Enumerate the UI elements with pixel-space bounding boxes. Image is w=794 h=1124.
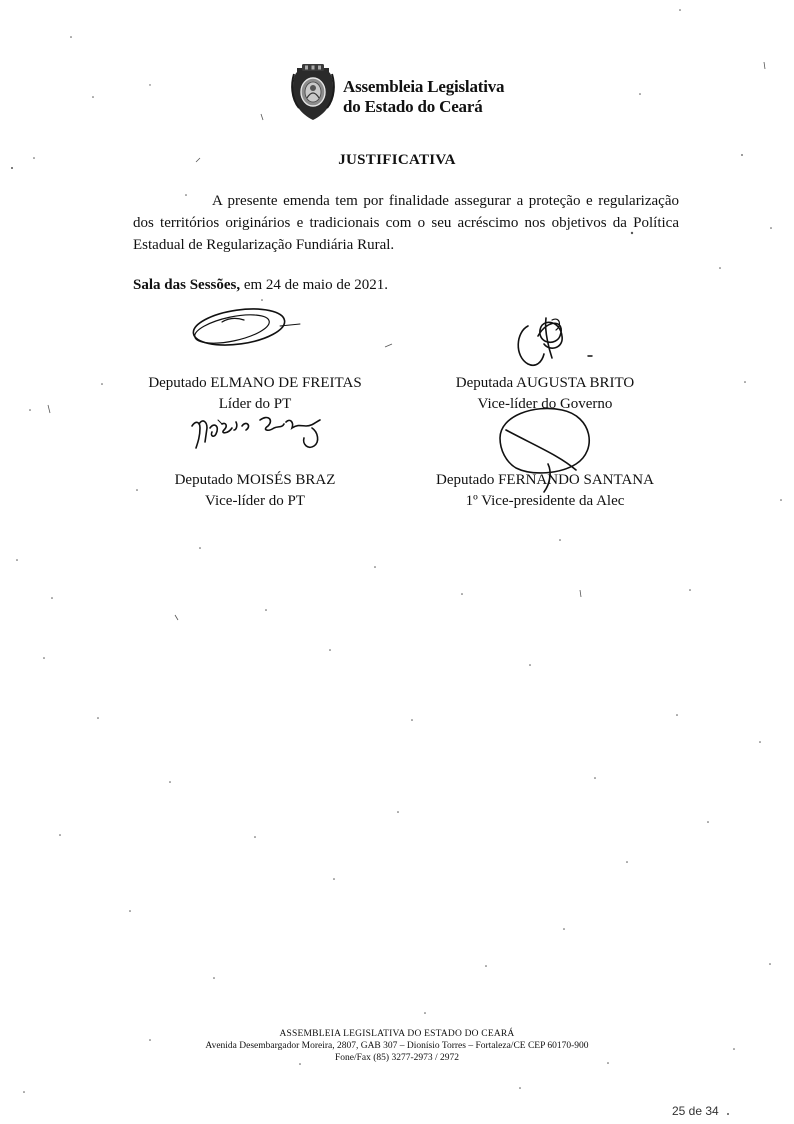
signatory-role: 1º Vice-presidente da Alec: [465, 493, 625, 509]
signatory-block-4: [410, 470, 680, 512]
session-date-text: em 24 de maio de 2021.: [240, 277, 388, 293]
signatory-role: Vice-líder do PT: [205, 493, 305, 509]
footer-institution: ASSEMBLEIA LEGISLATIVA DO ESTADO DO CEARÁ: [279, 1029, 515, 1039]
signatory-name: Deputado MOISÉS BRAZ: [174, 472, 336, 488]
institution-header: [288, 60, 588, 130]
coat-of-arms-icon: [288, 60, 338, 124]
session-date-line: [133, 277, 388, 294]
justification-paragraph: [133, 190, 679, 256]
signatory-block-1: [120, 373, 390, 415]
justification-text: A presente emenda tem por finalidade assegurar a proteção e regularização dos territórios originários e tradicionais com o seu acréscimo nos objetivos da Política Estadual de Regularização Fundiária Rural.: [133, 193, 679, 253]
signatory-block-3: [120, 470, 390, 512]
signatory-name: Deputada AUGUSTA BRITO: [455, 375, 635, 391]
footer-address: Avenida Desembargador Moreira, 2807, GAB 307 – Dionísio Torres – Fortaleza/CE CEP 60170-900: [205, 1041, 589, 1051]
signatory-name: Deputado FERNANDO SANTANA: [436, 472, 654, 488]
signatory-role: Líder do PT: [218, 396, 292, 412]
page-footer: [0, 1028, 794, 1064]
institution-name-line1: Assembleia Legislativa: [343, 77, 505, 96]
institution-name-line2: do Estado do Ceará: [343, 97, 483, 116]
page-number: 25 de 34: [672, 1104, 719, 1118]
signatory-role: Vice-líder do Governo: [477, 396, 613, 412]
footer-phone: Fone/Fax (85) 3277-2973 / 2972: [334, 1053, 460, 1063]
session-date-label: Sala das Sessões,: [133, 277, 241, 293]
document-title: JUSTIFICATIVA: [338, 152, 456, 168]
signatory-block-2: [410, 373, 680, 415]
signatory-name: Deputado ELMANO DE FREITAS: [148, 375, 362, 391]
